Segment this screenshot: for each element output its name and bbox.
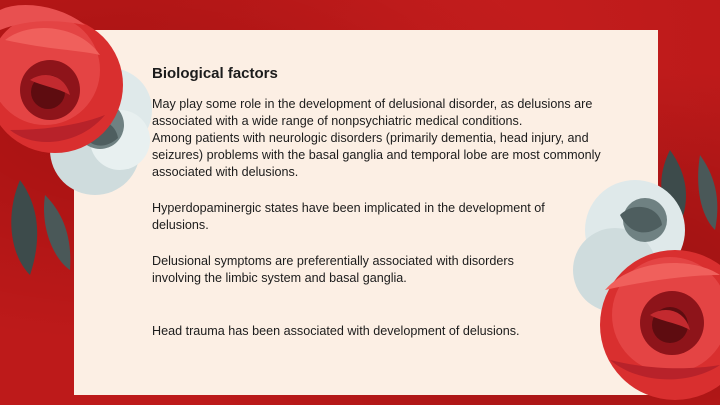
paragraph-limbic: Delusional symptoms are preferentially associated with disorders involving the limbic system and basal ganglia. bbox=[152, 254, 514, 285]
peony-flower-cluster-left bbox=[0, 0, 160, 290]
paragraph-intro: May play some role in the development of delusional disorder, as delusions are associated with a wide range of nonpsychiatric medical conditions. Among patients with neurologic disorders (primarily dementia, head injury, and seizures) problems with the basal ganglia and temporal lobe are most commonly associated with delusions. bbox=[152, 97, 601, 179]
paragraph-head-trauma: Head trauma has been associated with development of delusions. bbox=[152, 324, 520, 338]
slide-title: Biological factors bbox=[152, 65, 278, 82]
slide-content bbox=[152, 64, 622, 340]
paragraph-dopamine: Hyperdopaminergic states have been implicated in the development of delusions. bbox=[152, 201, 545, 232]
